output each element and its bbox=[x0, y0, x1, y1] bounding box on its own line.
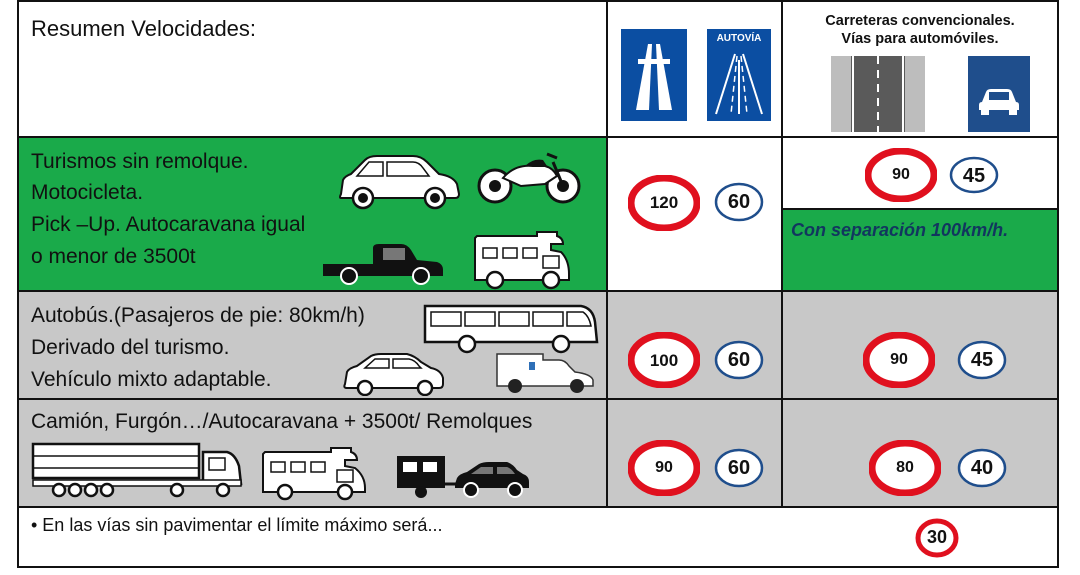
unpaved-limit: 30 bbox=[926, 527, 948, 547]
row-1-line-4: o menor de 3500t bbox=[31, 245, 196, 268]
row-2-conventional-cell bbox=[781, 290, 1059, 400]
row-1-conventional-cell bbox=[781, 136, 1059, 210]
car-icon bbox=[335, 154, 463, 210]
highway-max-row-1: 120 bbox=[649, 193, 679, 212]
highway-max-row-3: 90 bbox=[655, 459, 673, 476]
highway-min-row-3: 60 bbox=[727, 457, 751, 479]
header-title-cell bbox=[17, 0, 608, 138]
row-3-vehicles-cell bbox=[17, 398, 608, 508]
speed-summary-table bbox=[17, 0, 1059, 568]
footer-cell bbox=[17, 506, 1059, 568]
header-highway-cell bbox=[606, 0, 783, 138]
van-icon bbox=[493, 350, 599, 396]
camper-icon bbox=[259, 446, 373, 502]
row-1-separation-cell bbox=[781, 208, 1059, 292]
motorcycle-icon bbox=[475, 148, 583, 208]
separation-note: Con separación 100km/h. bbox=[791, 220, 1009, 240]
conventional-road-icon bbox=[831, 56, 925, 132]
highway-max-row-2: 100 bbox=[649, 351, 679, 370]
page-title: Resumen Velocidades: bbox=[31, 16, 257, 41]
camper-icon bbox=[471, 230, 575, 292]
conventional-roads-title: Carreteras convencionales. Vías para automóviles. bbox=[825, 13, 1015, 48]
row-1-line-3: Pick –Up. Autocaravana igual bbox=[31, 213, 306, 236]
conv-max-row-1: 90 bbox=[892, 166, 910, 183]
autovia-sign-label: AUTOVÍA bbox=[716, 33, 762, 44]
truck-trailer-icon bbox=[29, 440, 245, 500]
row-2-vehicles-cell bbox=[17, 290, 608, 400]
hatchback-icon bbox=[341, 352, 447, 396]
car-with-trailer-icon bbox=[395, 452, 533, 502]
conv-min-row-1: 45 bbox=[962, 165, 986, 187]
unpaved-roads-note: • En las vías sin pavimentar el límite máximo será... bbox=[31, 515, 443, 535]
conv-min-row-3: 40 bbox=[970, 457, 994, 479]
row-3-conventional-cell bbox=[781, 398, 1059, 508]
row-1-line-2: Motocicleta. bbox=[31, 181, 144, 204]
row-1-vehicles-cell bbox=[17, 136, 608, 292]
conv-max-row-2: 90 bbox=[890, 351, 908, 368]
motorway-sign-icon bbox=[618, 26, 690, 124]
row-1-line-1: Turismos sin remolque. bbox=[31, 150, 249, 173]
row-1-highway-cell bbox=[606, 136, 783, 292]
row-2-line-3: Vehículo mixto adaptable. bbox=[31, 368, 272, 391]
bus-icon bbox=[421, 302, 601, 356]
header-conventional-cell bbox=[781, 0, 1059, 138]
highway-min-row-1: 60 bbox=[727, 191, 751, 213]
row-2-line-1: Autobús.(Pasajeros de pie: 80km/h) bbox=[31, 304, 365, 327]
row-3-highway-cell bbox=[606, 398, 783, 508]
conv-min-row-2: 45 bbox=[970, 349, 994, 371]
row-3-line-1: Camión, Furgón…/Autocaravana + 3500t/ Remolques bbox=[31, 410, 533, 433]
pickup-icon bbox=[321, 242, 445, 286]
row-2-line-2: Derivado del turismo. bbox=[31, 336, 230, 359]
row-2-highway-cell bbox=[606, 290, 783, 400]
highway-min-row-2: 60 bbox=[727, 349, 751, 371]
conv-max-row-3: 80 bbox=[896, 459, 914, 476]
car-road-sign-icon bbox=[968, 56, 1030, 132]
